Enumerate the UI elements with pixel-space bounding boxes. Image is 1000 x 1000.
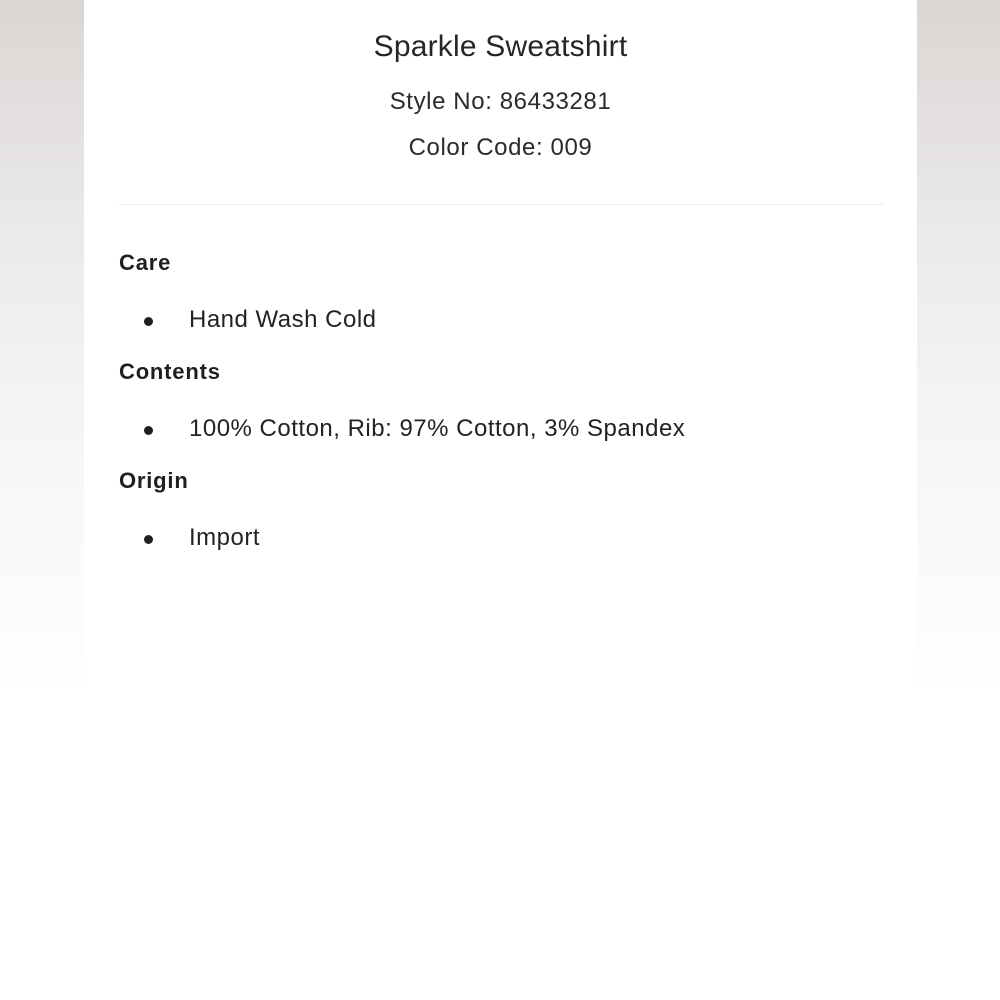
- product-header: [84, 26, 917, 161]
- care-section: [119, 250, 879, 333]
- style-number: Style No: 86433281: [389, 88, 612, 115]
- bullet-icon: [144, 426, 153, 435]
- care-item-text: Hand Wash Cold: [189, 306, 377, 333]
- contents-section: [119, 359, 879, 442]
- care-heading: Care: [119, 250, 172, 275]
- color-code: Color Code: 009: [408, 134, 593, 161]
- origin-section: [119, 468, 879, 551]
- bullet-icon: [144, 535, 153, 544]
- bullet-icon: [144, 317, 153, 326]
- origin-item-text: Import: [189, 524, 261, 551]
- contents-item-text: 100% Cotton, Rib: 97% Cotton, 3% Spandex: [189, 415, 686, 442]
- product-title: Sparkle Sweatshirt: [373, 30, 628, 63]
- origin-heading: Origin: [119, 468, 189, 493]
- product-details-card: [84, 0, 917, 1000]
- header-divider: [119, 204, 883, 205]
- contents-heading: Contents: [119, 359, 221, 384]
